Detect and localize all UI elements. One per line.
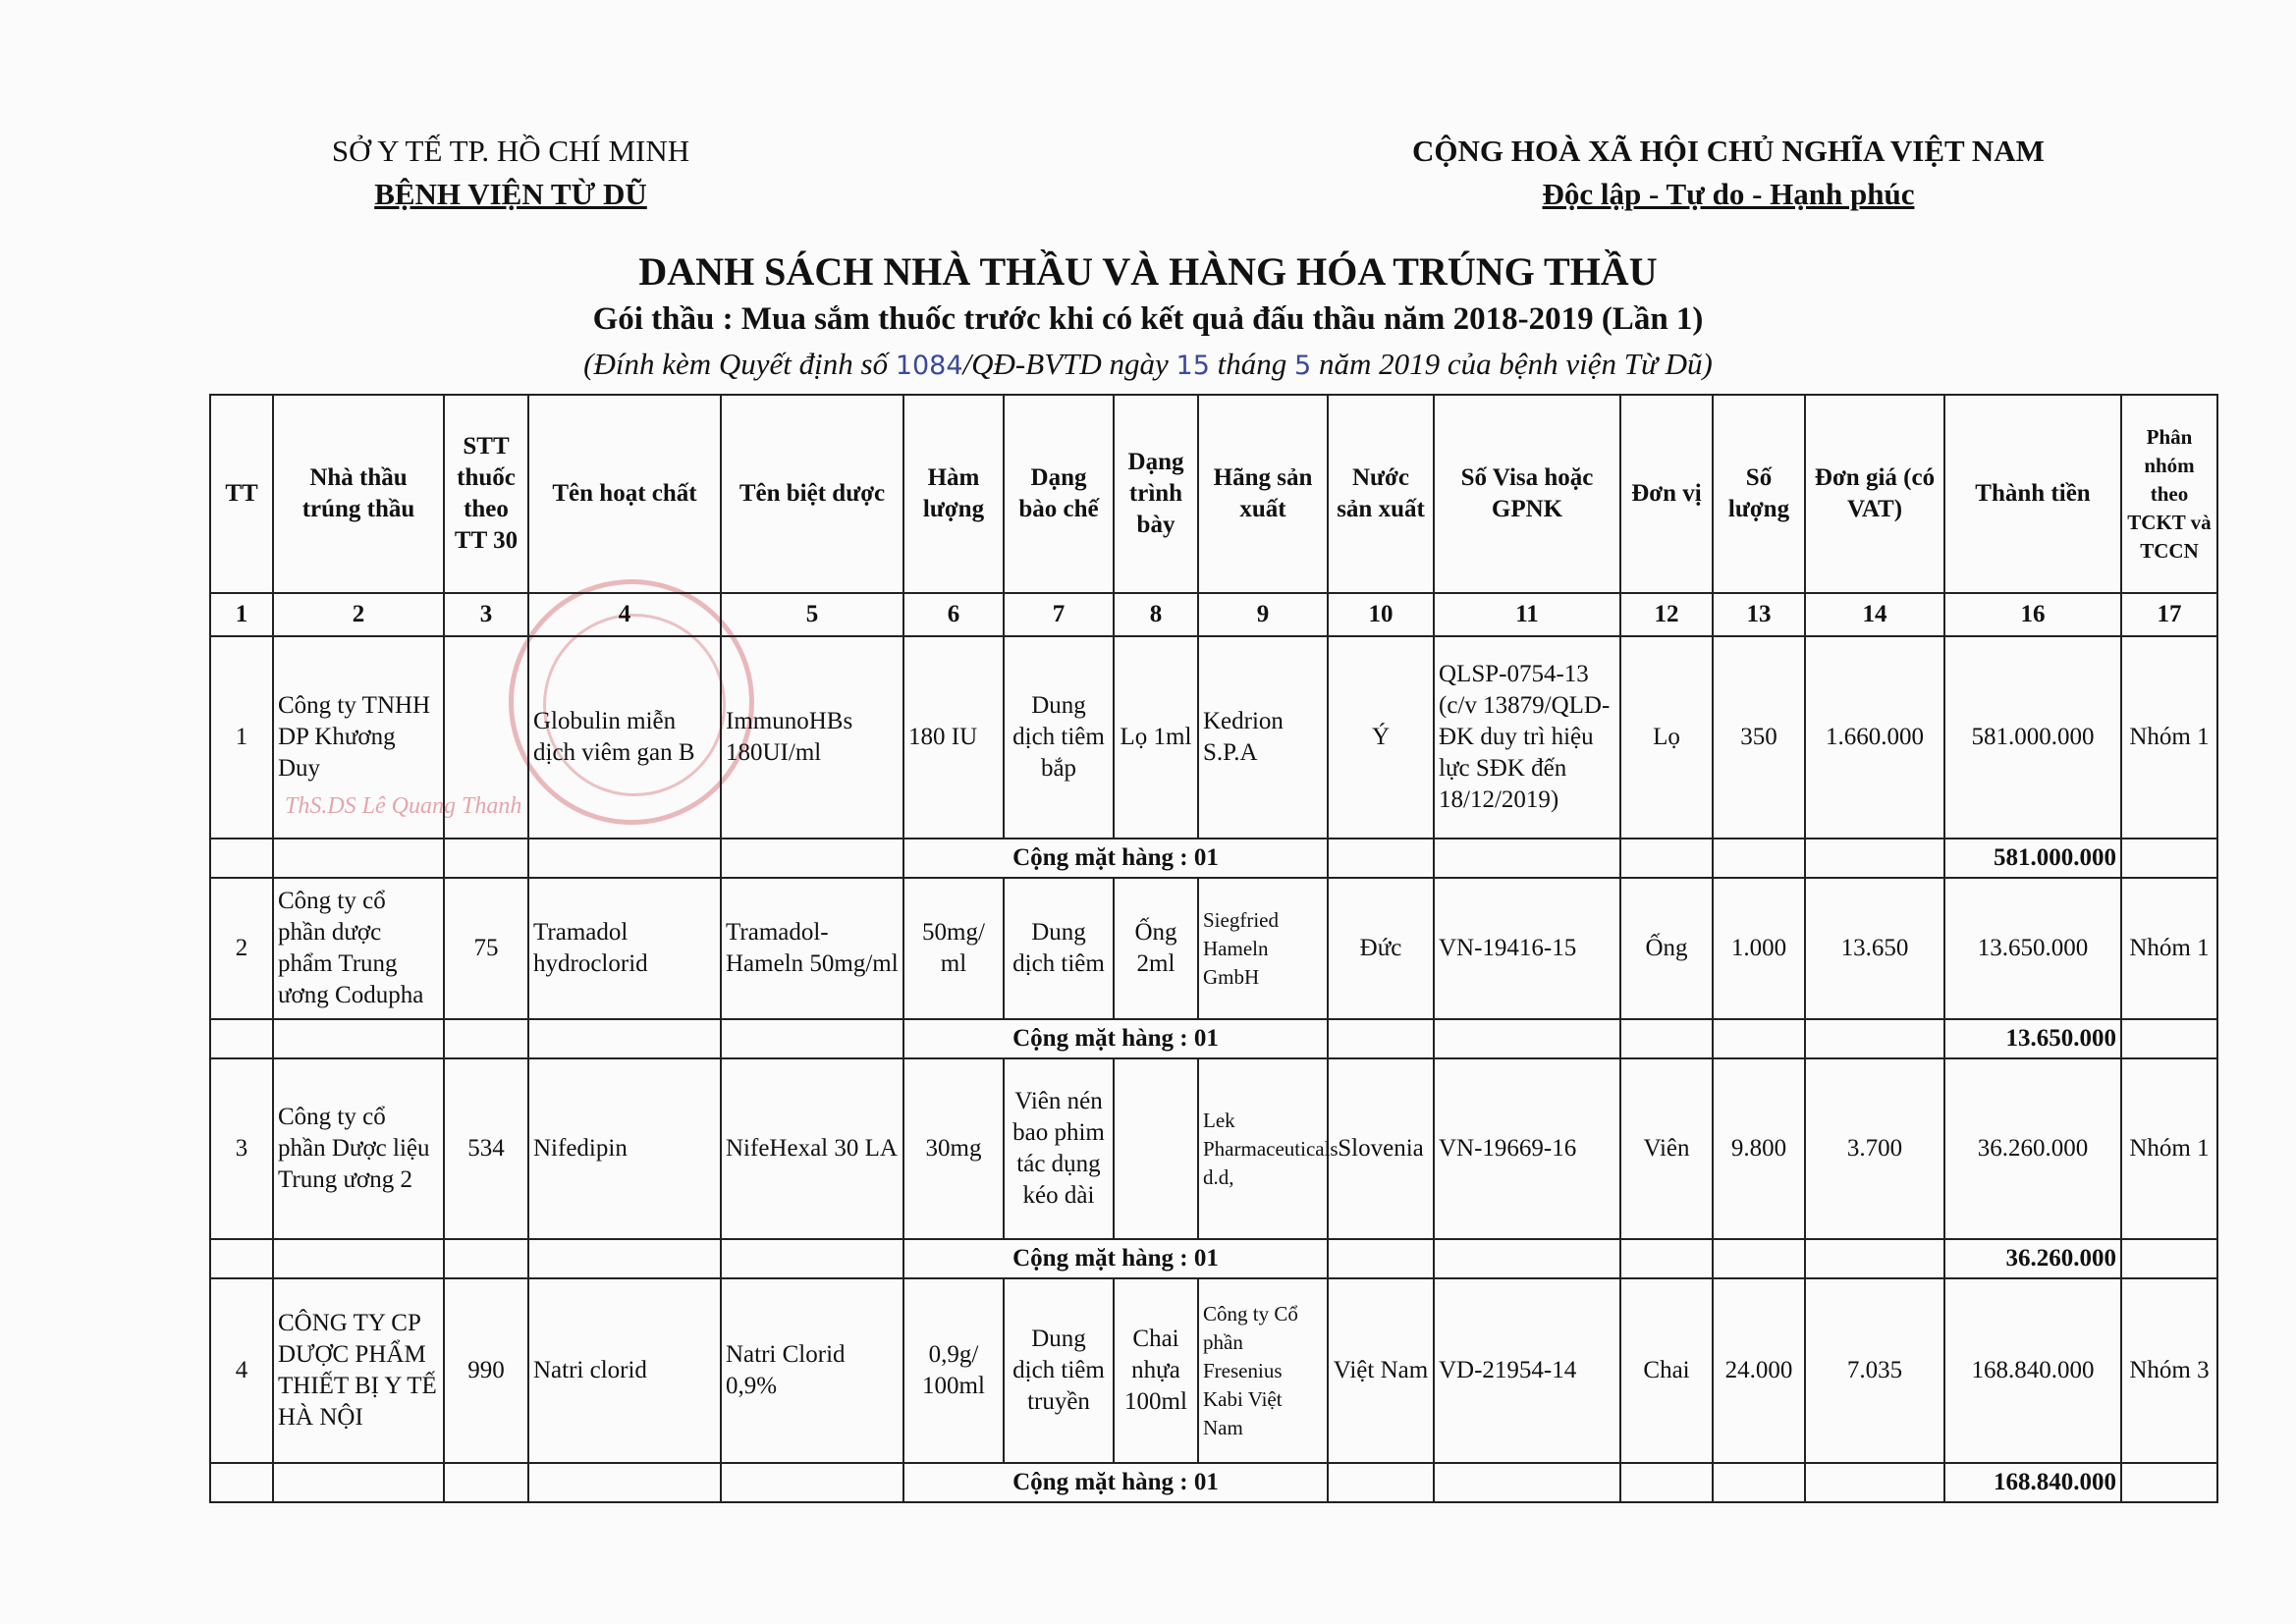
cell-stt: 990 [444,1278,528,1463]
summary-total: 36.260.000 [1944,1239,2121,1278]
cell-strength: 0,9g/ 100ml [903,1278,1004,1463]
department-name: SỞ Y TẾ TP. HỒ CHÍ MINH [331,134,690,168]
col-number: 5 [721,593,903,636]
attach-text-3: tháng [1209,347,1295,381]
col-number: 14 [1805,593,1944,636]
attachment-note [0,347,2296,382]
cell-form: Dung dịch tiêm [1004,878,1114,1019]
col-header-tt: TT [210,395,273,593]
cell-unit: Chai [1620,1278,1713,1463]
cell-country: Đức [1328,878,1434,1019]
col-header-quantity: Số lượng [1713,395,1805,593]
cell-package [1114,1058,1198,1239]
col-number: 6 [903,593,1004,636]
cell-tt: 3 [210,1058,273,1239]
col-header-unit: Đơn vị [1620,395,1713,593]
summary-label: Cộng mặt hàng : 01 [903,1463,1328,1502]
cell-total: 168.840.000 [1944,1278,2121,1463]
hospital-name: BỆNH VIỆN TỪ DŨ [374,177,647,211]
cell-total: 581.000.000 [1944,636,2121,839]
column-number-row [210,593,2217,636]
national-motto-block [1355,130,2102,216]
col-number: 3 [444,593,528,636]
summary-label: Cộng mặt hàng : 01 [903,1019,1328,1058]
col-number: 4 [528,593,721,636]
decision-day: 15 [1175,351,1210,381]
cell-country: Ý [1328,636,1434,839]
cell-visa: VN-19416-15 [1434,878,1620,1019]
col-number: 12 [1620,593,1713,636]
col-number: 7 [1004,593,1114,636]
motto: Độc lập - Tự do - Hạnh phúc [1542,177,1915,211]
col-header-package: Dạng trình bày [1114,395,1198,593]
cell-unit: Ống [1620,878,1713,1019]
col-header-stt: STT thuốc theo TT 30 [444,395,528,593]
summary-total: 168.840.000 [1944,1463,2121,1502]
cell-manufacturer: Siegfried Hameln GmbH [1198,878,1328,1019]
cell-active: Tramadol hydroclorid [528,878,721,1019]
cell-quantity: 350 [1713,636,1805,839]
col-number: 17 [2121,593,2217,636]
col-header-manufacturer: Hãng sản xuất [1198,395,1328,593]
col-header-visa: Số Visa hoặc GPNK [1434,395,1620,593]
cell-total: 13.650.000 [1944,878,2121,1019]
cell-brand: Tramadol-Hameln 50mg/ml [721,878,903,1019]
cell-unit-price: 13.650 [1805,878,1944,1019]
summary-row [210,839,2217,878]
country-name: CỘNG HOÀ XÃ HỘI CHỦ NGHĨA VIỆT NAM [1412,134,2045,168]
col-header-unit-price: Đơn giá (có VAT) [1805,395,1944,593]
cell-unit: Lọ [1620,636,1713,839]
winning-bid-table [209,394,2218,1503]
cell-brand: ImmunoHBs 180UI/ml [721,636,903,839]
summary-total: 581.000.000 [1944,839,2121,878]
cell-contractor: CÔNG TY CP DƯỢC PHẨM THIẾT BỊ Y TẾ HÀ NỘI [273,1278,444,1463]
document-subtitle: Gói thầu : Mua sắm thuốc trước khi có kết quả đấu thầu năm 2018-2019 (Lần 1) [592,301,1704,337]
col-number: 10 [1328,593,1434,636]
cell-contractor: Công ty cổ phần dược phẩm Trung ương Codupha [273,878,444,1019]
col-number: 8 [1114,593,1198,636]
cell-package: Lọ 1ml [1114,636,1198,839]
cell-stt: 534 [444,1058,528,1239]
col-header-active: Tên hoạt chất [528,395,721,593]
cell-contractor: Công ty cổ phần Dược liệu Trung ương 2 [273,1058,444,1239]
cell-strength: 50mg/ ml [903,878,1004,1019]
stamp-signature: ThS.DS Lê Quang Thanh [285,793,522,819]
summary-row [210,1239,2217,1278]
cell-manufacturer: Công ty Cổ phần Fresenius Kabi Việt Nam [1198,1278,1328,1463]
cell-group: Nhóm 1 [2121,878,2217,1019]
cell-quantity: 24.000 [1713,1278,1805,1463]
cell-package: Chai nhựa 100ml [1114,1278,1198,1463]
cell-group: Nhóm 1 [2121,1058,2217,1239]
cell-visa: VN-19669-16 [1434,1058,1620,1239]
cell-form: Dung dịch tiêm truyền [1004,1278,1114,1463]
attach-text-4: năm 2019 của bệnh viện Từ Dũ) [1311,347,1713,381]
decision-number: 1084 [895,351,963,381]
cell-form: Dung dịch tiêm bắp [1004,636,1114,839]
col-header-brand: Tên biệt dược [721,395,903,593]
cell-quantity: 9.800 [1713,1058,1805,1239]
col-number: 11 [1434,593,1620,636]
cell-quantity: 1.000 [1713,878,1805,1019]
summary-row [210,1463,2217,1502]
cell-visa: QLSP-0754-13 (c/v 13879/QLD-ĐK duy trì hiệu lực SĐK đến 18/12/2019) [1434,636,1620,839]
cell-group: Nhóm 1 [2121,636,2217,839]
cell-brand: NifeHexal 30 LA [721,1058,903,1239]
summary-label: Cộng mặt hàng : 01 [903,1239,1328,1278]
cell-group: Nhóm 3 [2121,1278,2217,1463]
cell-country: Việt Nam [1328,1278,1434,1463]
table-row [210,878,2217,1019]
cell-active: Globulin miễn dịch viêm gan B [528,636,721,839]
summary-row [210,1019,2217,1058]
cell-tt: 4 [210,1278,273,1463]
col-header-total: Thành tiền [1944,395,2121,593]
attach-text-1: (Đính kèm Quyết định số [583,347,896,381]
col-number: 1 [210,593,273,636]
summary-label: Cộng mặt hàng : 01 [903,839,1328,878]
cell-total: 36.260.000 [1944,1058,2121,1239]
cell-brand: Natri Clorid 0,9% [721,1278,903,1463]
cell-stt [444,636,528,839]
col-header-form: Dạng bào chế [1004,395,1114,593]
issuer-block [324,130,697,216]
table-row [210,636,2217,839]
col-number: 2 [273,593,444,636]
cell-unit: Viên [1620,1058,1713,1239]
cell-tt: 1 [210,636,273,839]
cell-strength: 180 IU [903,636,1004,839]
summary-total: 13.650.000 [1944,1019,2121,1058]
cell-form: Viên nén bao phim tác dụng kéo dài [1004,1058,1114,1239]
cell-active: Nifedipin [528,1058,721,1239]
col-header-contractor: Nhà thầu trúng thầu [273,395,444,593]
decision-month: 5 [1294,351,1312,381]
col-number: 16 [1944,593,2121,636]
cell-unit-price: 7.035 [1805,1278,1944,1463]
header-row [210,395,2217,593]
cell-strength: 30mg [903,1058,1004,1239]
col-number: 13 [1713,593,1805,636]
cell-active: Natri clorid [528,1278,721,1463]
cell-contractor: Công ty TNHH DP Khương Duy [273,636,444,839]
cell-package: Ống 2ml [1114,878,1198,1019]
cell-country: Slovenia [1328,1058,1434,1239]
table-row [210,1278,2217,1463]
col-header-group: Phân nhóm theo TCKT và TCCN [2121,395,2217,593]
col-header-strength: Hàm lượng [903,395,1004,593]
cell-unit-price: 1.660.000 [1805,636,1944,839]
table-row [210,1058,2217,1239]
col-number: 9 [1198,593,1328,636]
cell-tt: 2 [210,878,273,1019]
col-header-country: Nước sản xuất [1328,395,1434,593]
document-title: DANH SÁCH NHÀ THẦU VÀ HÀNG HÓA TRÚNG THẦU [638,249,1658,294]
cell-manufacturer: Lek Pharmaceuticals d.d, [1198,1058,1328,1239]
cell-visa: VD-21954-14 [1434,1278,1620,1463]
cell-stt: 75 [444,878,528,1019]
cell-unit-price: 3.700 [1805,1058,1944,1239]
attach-text-2: /QĐ-BVTD ngày [962,347,1176,381]
cell-manufacturer: Kedrion S.P.A [1198,636,1328,839]
